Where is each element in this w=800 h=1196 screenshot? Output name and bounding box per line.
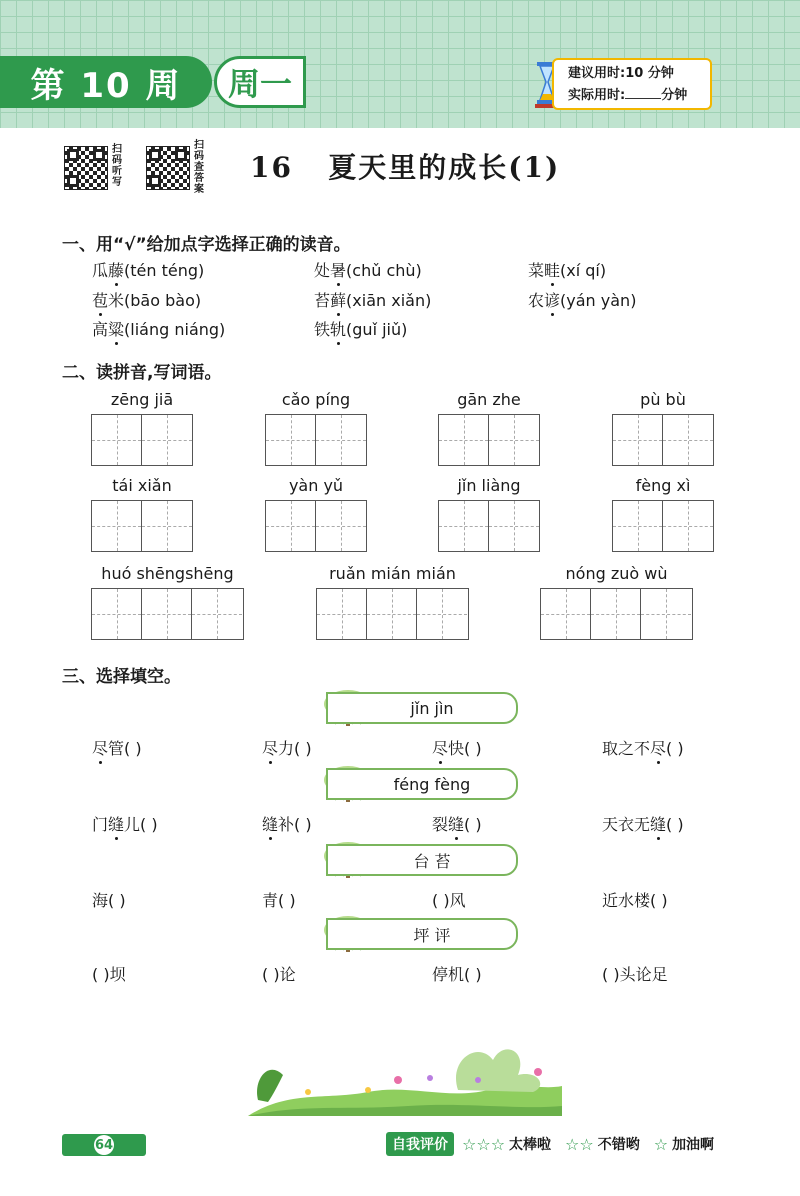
writing-cell[interactable]: [142, 415, 192, 465]
choice-banner: 台 苔: [326, 844, 518, 876]
star-icon[interactable]: ☆: [653, 1134, 669, 1154]
writing-cell[interactable]: [92, 415, 142, 465]
word-pinyin: yàn yǔ: [288, 476, 344, 495]
lesson-title: 16 夏天里的成长(1): [250, 151, 561, 184]
writing-cell[interactable]: [316, 415, 366, 465]
writing-cell[interactable]: [663, 501, 713, 551]
word-pinyin: ruǎn mián mián: [329, 564, 456, 583]
writing-grid: [91, 588, 244, 640]
fill-blank-item[interactable]: 天衣无缝( ): [602, 815, 684, 834]
writing-grid: [91, 414, 193, 466]
writing-cell[interactable]: [266, 415, 316, 465]
writing-grid: [265, 500, 367, 552]
word-grid: [91, 564, 244, 640]
rating-row: ☆☆☆ 太棒啦 ☆☆ 不错哟 ☆ 加油啊: [462, 1134, 715, 1154]
word-grid: [438, 476, 540, 552]
reading-choice: 农谚(yán yàn): [528, 291, 637, 310]
word-grid: [91, 390, 193, 466]
writing-cell[interactable]: [92, 589, 142, 639]
writing-cell[interactable]: [489, 501, 539, 551]
fill-blank-item[interactable]: 海( ): [92, 891, 126, 910]
word-pinyin: nóng zuò wù: [565, 564, 668, 583]
qr-answer-label: 扫码查答案: [194, 140, 204, 195]
writing-cell[interactable]: [92, 501, 142, 551]
word-pinyin: fèng xì: [635, 476, 691, 495]
fill-blank-item[interactable]: 近水楼( ): [602, 891, 668, 910]
pinyin-options[interactable]: (yán yàn): [560, 291, 637, 310]
week-banner: 第 10 周: [0, 56, 212, 108]
writing-cell[interactable]: [541, 589, 591, 639]
reading-choice: 苞米(bāo bào): [92, 291, 202, 310]
pinyin-options[interactable]: (xiān xiǎn): [346, 291, 432, 310]
fill-blank-item[interactable]: ( )头论足: [602, 965, 668, 984]
word-pinyin: jǐn liàng: [457, 476, 521, 495]
word-grid: [265, 390, 367, 466]
word-pinyin: pù bù: [640, 390, 686, 409]
writing-cell[interactable]: [439, 501, 489, 551]
fill-blank-item[interactable]: ( )坝: [92, 965, 126, 984]
reading-choice: 高粱(liáng niáng): [92, 320, 226, 339]
writing-grid: [91, 500, 193, 552]
reading-choice: 苔藓(xiān xiǎn): [314, 291, 432, 310]
writing-cell[interactable]: [439, 415, 489, 465]
suggested-time: 建议用时:10 分钟: [568, 66, 674, 81]
fill-blank-item[interactable]: 裂缝( ): [432, 815, 482, 834]
word-grid: [316, 564, 469, 640]
actual-time-blank[interactable]: [625, 86, 661, 99]
pinyin-options[interactable]: (chǔ chù): [346, 261, 422, 280]
word-pinyin: gān zhe: [457, 390, 521, 409]
word-pinyin: cǎo píng: [281, 390, 351, 409]
writing-grid: [265, 414, 367, 466]
choice-banner: 坪 评: [326, 918, 518, 950]
qr-listen-icon[interactable]: [64, 146, 108, 190]
pinyin-options[interactable]: (tén téng): [124, 261, 205, 280]
writing-grid: [438, 414, 540, 466]
fill-blank-item[interactable]: 青( ): [262, 891, 296, 910]
writing-cell[interactable]: [142, 501, 192, 551]
writing-cell[interactable]: [367, 589, 417, 639]
fill-blank-item[interactable]: ( )风: [432, 891, 466, 910]
writing-grid: [612, 500, 714, 552]
word-grid: [540, 564, 693, 640]
reading-choice: 处暑(chǔ chù): [314, 261, 422, 280]
reading-choice: 菜畦(xí qí): [528, 261, 607, 280]
writing-cell[interactable]: [591, 589, 641, 639]
word-pinyin: zēng jiā: [110, 390, 174, 409]
choice-banner: féng fèng: [326, 768, 518, 800]
actual-time: 实际用时: 分钟: [568, 88, 688, 103]
qr-answer-icon[interactable]: [146, 146, 190, 190]
word-pinyin: tái xiǎn: [112, 476, 172, 495]
word-grid: [91, 476, 193, 552]
writing-cell[interactable]: [613, 501, 663, 551]
writing-grid: [540, 588, 693, 640]
pinyin-options[interactable]: (liáng niáng): [124, 320, 226, 339]
writing-cell[interactable]: [613, 415, 663, 465]
word-pinyin: huó shēngshēng: [101, 564, 234, 583]
fill-blank-item[interactable]: 停机( ): [432, 965, 482, 984]
word-grid: [438, 390, 540, 466]
star-icon[interactable]: ☆☆☆: [462, 1134, 506, 1154]
writing-cell[interactable]: [663, 415, 713, 465]
reading-choice: 瓜藤(tén téng): [92, 261, 205, 280]
writing-grid: [612, 414, 714, 466]
day-tab: 周一: [214, 56, 306, 108]
writing-cell[interactable]: [641, 589, 691, 639]
section1-title: 一、用“√”给加点字选择正确的读音。: [62, 235, 351, 255]
writing-cell[interactable]: [316, 501, 366, 551]
writing-cell[interactable]: [266, 501, 316, 551]
writing-grid: [438, 500, 540, 552]
writing-cell[interactable]: [417, 589, 467, 639]
page-number: 64: [62, 1134, 146, 1156]
fill-blank-item[interactable]: 尽管( ): [92, 739, 142, 758]
reading-choice: 铁轨(guǐ jiǔ): [314, 320, 408, 339]
word-grid: [612, 476, 714, 552]
grass-illustration: [248, 1020, 562, 1116]
choice-banner: jǐn jìn: [326, 692, 518, 724]
fill-blank-item[interactable]: 尽力( ): [262, 739, 312, 758]
word-grid: [612, 390, 714, 466]
word-grid: [265, 476, 367, 552]
section2-title: 二、读拼音,写词语。: [62, 363, 222, 383]
writing-cell[interactable]: [317, 589, 367, 639]
writing-cell[interactable]: [192, 589, 242, 639]
fill-blank-item[interactable]: 尽快( ): [432, 739, 482, 758]
section3-title: 三、选择填空。: [62, 667, 181, 687]
qr-listen-label: 扫码听写: [112, 144, 122, 188]
writing-cell[interactable]: [489, 415, 539, 465]
fill-blank-item[interactable]: ( )论: [262, 965, 296, 984]
writing-cell[interactable]: [142, 589, 192, 639]
fill-blank-item[interactable]: 门缝儿( ): [92, 815, 158, 834]
pinyin-options[interactable]: (bāo bào): [124, 291, 202, 310]
pinyin-options[interactable]: (guǐ jiǔ): [346, 320, 408, 339]
fill-blank-item[interactable]: 缝补( ): [262, 815, 312, 834]
time-box: [552, 58, 712, 110]
self-eval-label: 自我评价: [386, 1132, 454, 1156]
writing-grid: [316, 588, 469, 640]
pinyin-options[interactable]: (xí qí): [560, 261, 607, 280]
star-icon[interactable]: ☆☆: [565, 1134, 594, 1154]
fill-blank-item[interactable]: 取之不尽( ): [602, 739, 684, 758]
